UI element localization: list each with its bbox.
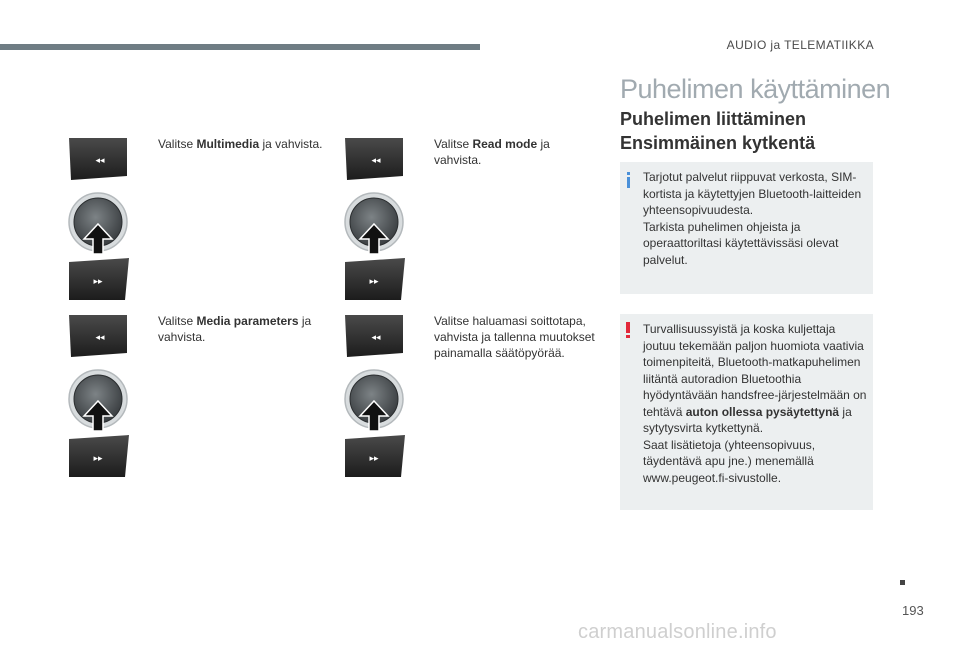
control-illustration-3: [67, 313, 129, 479]
info-box: [620, 162, 873, 294]
info-icon: [627, 172, 630, 186]
watermark: carmanualsonline.info: [578, 621, 777, 643]
info-text: Tarjotut palvelut riippuvat verkosta, SIM-kortista ja käytettyjen Bluetooth-laitteiden yhteensopivuudesta. Tarkista puhelimen ohjeista ja operaattoriltasi käytettävissäsi olevat palvelut.: [643, 170, 862, 267]
next-symbol: ▸▸: [93, 454, 103, 464]
step-1: Valitse Multimedia ja vahvista.: [158, 137, 323, 151]
page-number: 193: [902, 603, 924, 618]
warning-icon: [626, 322, 630, 338]
previous-symbol: ◂◂: [371, 333, 381, 343]
step-3: Valitse Media parameters ja vahvista.: [158, 314, 312, 344]
step-4: Valitse haluamasi soittotapa, vahvista ja tallenna muutokset painamalla säätöpyörää.: [434, 314, 595, 360]
warning-text: Turvallisuussyistä ja koska kuljettaja joutuu tekemään paljon huomiota vaativia toimenpiteitä, Bluetooth-matkapuhelimen liitäntä autoradion Bluetoothia hyödyntävään handsfree-järjestelmään on tehtävä auton ollessa pysäytettynä ja sytytysvirta kytkettynä. Saat lisätietoja (yhteensopivuus, täydentävä apu jne.) menemällä www.peugeot.fi-sivustolle.: [643, 322, 867, 485]
control-illustration-1: [67, 136, 129, 302]
next-symbol: ▸▸: [93, 277, 103, 287]
next-symbol: ▸▸: [369, 277, 379, 287]
warning-box: [620, 314, 873, 510]
previous-symbol: ◂◂: [95, 333, 105, 343]
section-heading: Puhelimen liittäminen: [620, 109, 807, 129]
top-accent-bar: [0, 44, 480, 50]
control-illustration-4: [343, 313, 405, 479]
control-illustration-2: [343, 136, 405, 302]
previous-symbol: ◂◂: [371, 156, 381, 166]
page-marker: [900, 580, 905, 585]
next-symbol: ▸▸: [369, 454, 379, 464]
section-header: AUDIO ja TELEMATIIKKA: [726, 38, 874, 52]
previous-symbol: ◂◂: [95, 156, 105, 166]
subsection-heading: Ensimmäinen kytkentä: [620, 133, 816, 153]
step-2: Valitse Read mode ja vahvista.: [434, 137, 550, 167]
page-title: Puhelimen käyttäminen: [620, 74, 891, 104]
